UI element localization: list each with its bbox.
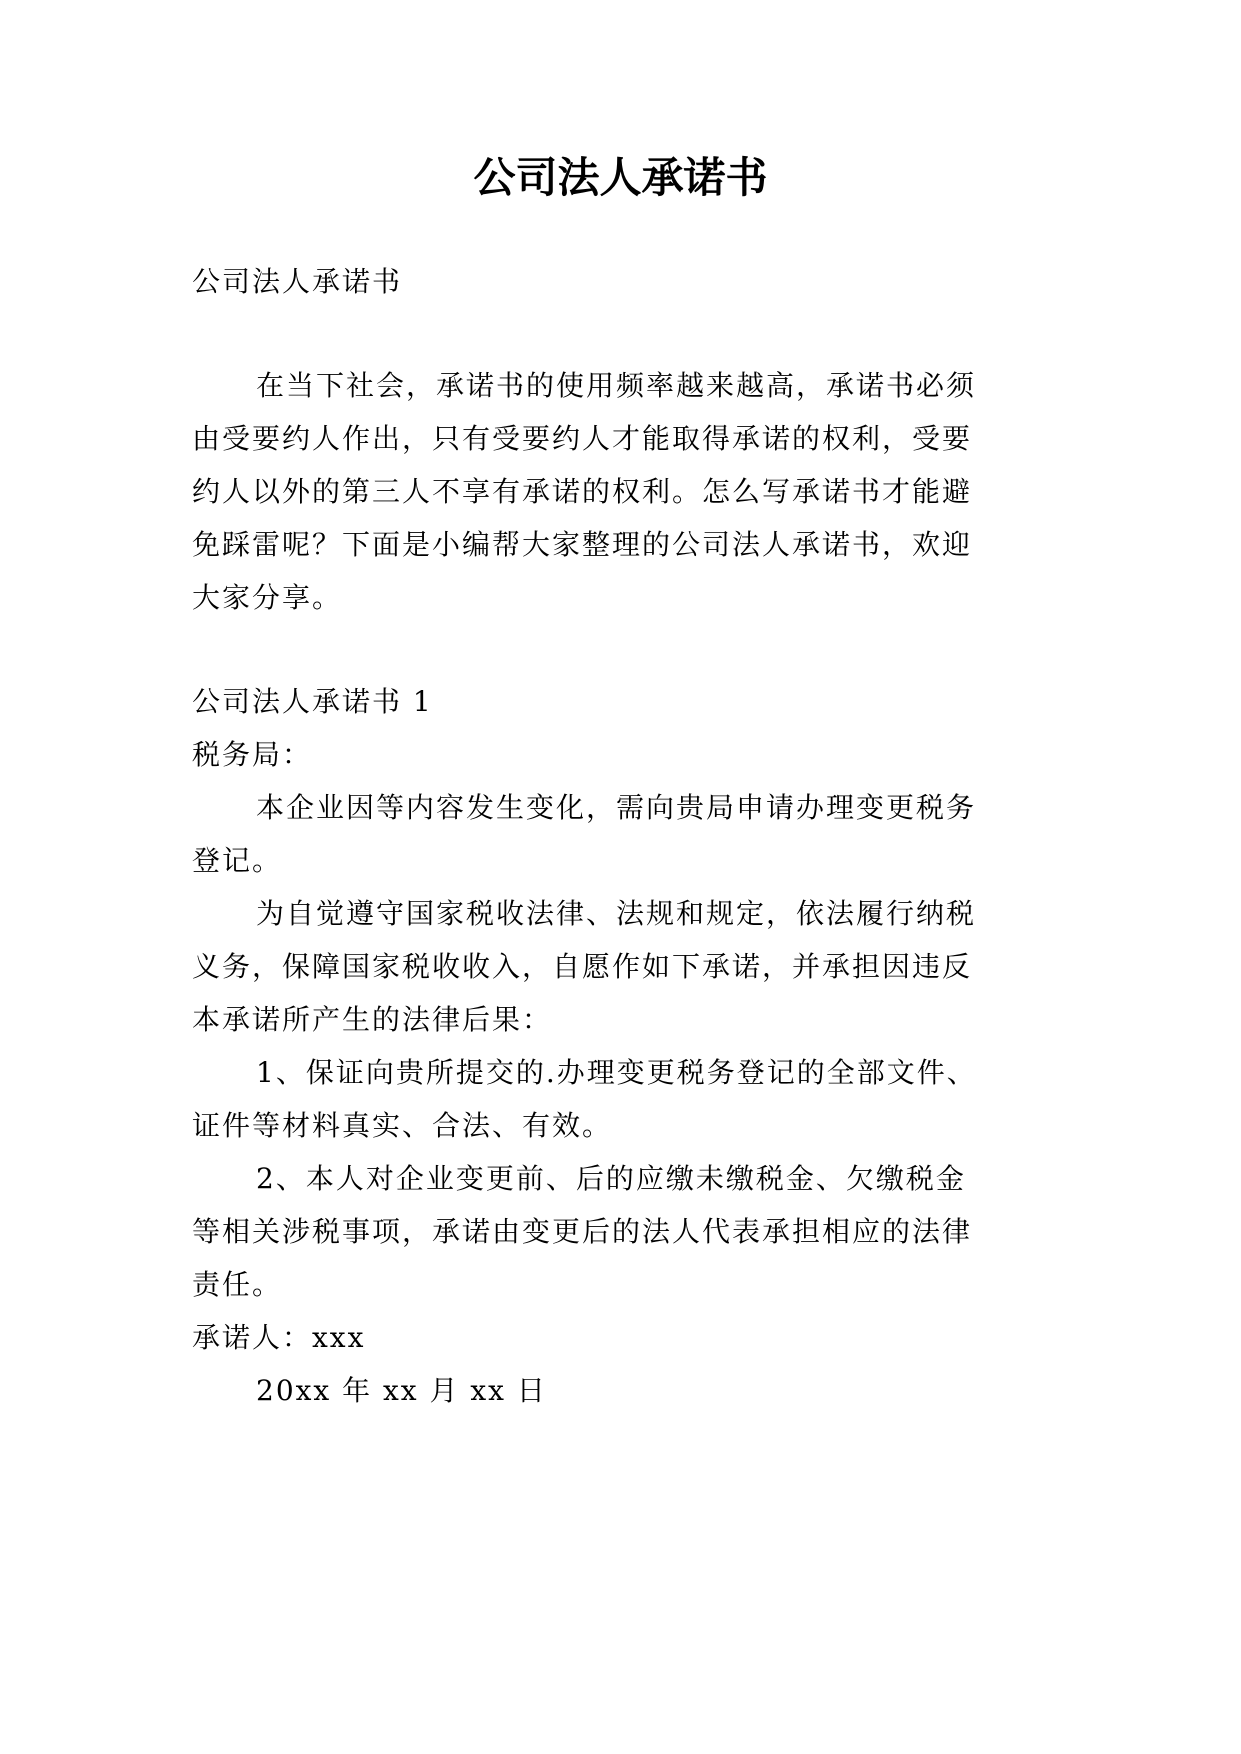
body-line-2: 登记。 — [192, 844, 283, 877]
intro-line-2: 由受要约人作出，只有受要约人才能取得承诺的权利，受要 — [192, 422, 973, 455]
intro-line-5: 大家分享。 — [192, 581, 343, 614]
body-line-9: 等相关涉税事项，承诺由变更后的法人代表承担相应的法律 — [192, 1215, 973, 1248]
body-line-3: 为自觉遵守国家税收法律、法规和规定，依法履行纳税 — [256, 897, 977, 930]
document-subtitle: 公司法人承诺书 — [192, 265, 403, 298]
document-title: 公司法人承诺书 — [473, 153, 768, 202]
intro-line-3: 约人以外的第三人不享有承诺的权利。怎么写承诺书才能避 — [192, 475, 973, 508]
body-line-7: 证件等材料真实、合法、有效。 — [192, 1109, 613, 1142]
body-line-1: 本企业因等内容发生变化，需向贵局申请办理变更税务 — [256, 791, 977, 824]
body-line-6: 1、保证向贵所提交的.办理变更税务登记的全部文件、 — [256, 1056, 977, 1089]
intro-line-4: 免踩雷呢？下面是小编帮大家整理的公司法人承诺书，欢迎 — [192, 528, 973, 561]
body-line-5: 本承诺所产生的法律后果： — [192, 1003, 553, 1036]
body-line-8: 2、本人对企业变更前、后的应缴未缴税金、欠缴税金 — [256, 1162, 966, 1195]
addressee: 税务局： — [192, 738, 313, 771]
section-heading: 公司法人承诺书 1 — [192, 685, 433, 718]
body-line-4: 义务，保障国家税收收入，自愿作如下承诺，并承担因违反 — [192, 950, 973, 983]
date: 20xx 年 xx 月 xx 日 — [256, 1374, 547, 1407]
body-line-10: 责任。 — [192, 1268, 283, 1301]
signer: 承诺人：xxx — [192, 1321, 366, 1354]
intro-line-1: 在当下社会，承诺书的使用频率越来越高，承诺书必须 — [256, 369, 977, 402]
